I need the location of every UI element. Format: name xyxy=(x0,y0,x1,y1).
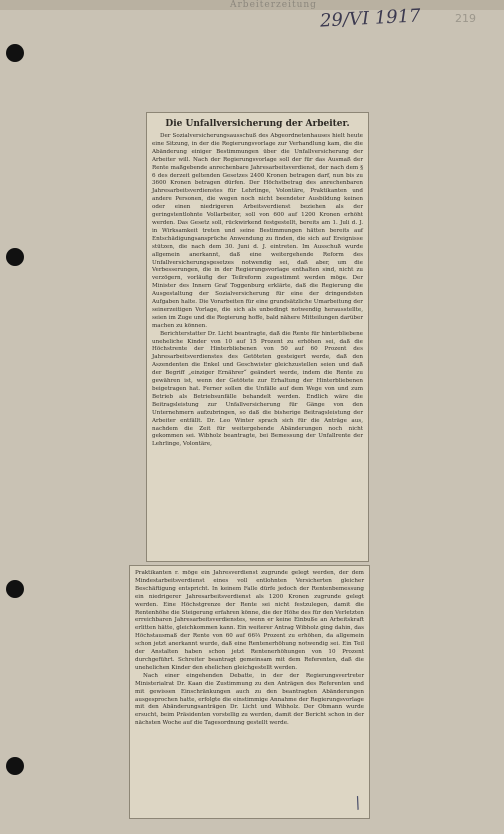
clipping-part-2 xyxy=(130,566,369,818)
article-title: Die Unfallversicherung der Arbeiter. xyxy=(165,119,350,129)
punch-hole-3 xyxy=(6,580,24,598)
paragraph: Praktikanten r. möge ein Jahresverdienst zugrunde gelegt werden, der dem Mindestarbeitsverdienst eines voll entlohnten Versicherten gleicher Beschäftigung entspricht. In keinem Falle dürfe jedoch der Rentenbemessung ein niedrigerer Jahresarbeitsverdienst als 1200 Kronen zugrunde gelegt werden. Eine Höchstgrenze der Rente sei nicht festzulegen, damit die Rentenhöhe die Steigerung erfahren könne, die der Höhe des für den Verletzten erreichbaren Jahresarbeitsverdienstes, wenn er keine Einbuße an Arbeitskraft erlitten hätte, gleichkommen kann. Ein weiterer Antrag Wibholz ging dahin, das Höchstausmaß der Rente von 60 auf 66⅔ Prozent zu erhöhen, da allgemein schon jetzt anerkannt wurde, daß eine Rentenerhöhung notwendig sei. Ein Teil der Anstalten haben schon jetzt Rentenerhöhungen von 10 Prozent durchgeführt. Schreiter beantragt gemeinsam mit dem Referenten, daß die unehelichen Kinder den ehelichen gleichgestellt werden. xyxy=(135,570,364,671)
newspaper-stamp: Arbeiterzeitung xyxy=(230,0,317,10)
punch-hole-1 xyxy=(6,44,24,62)
page-number: 219 xyxy=(455,12,476,25)
handwritten-date: 29/VI 1917 xyxy=(319,5,422,32)
paragraph: Der Sozialversicherungsausschuß des Abgeordnetenhauses hielt heute eine Sitzung, in der die Regierungsvorlage zur Verhandlung kam, die die Abänderung einiger Bestimmungen über die Unfallversicherung der Arbeiter will. Nach der Regierungsvorlage soll der für das Ausmaß der Rente maßgebende anrechenbare Jahresarbeitsverdienst, der nach dem § 6 des derzeit geltenden Gesetzes 2400 Kronen betragen darf, nun bis zu 3600 Kronen betragen dürfen. Der Höchstbetrag des anrechenbaren Jahresarbeitsverdienstes für Lehrlinge, Volontäre, Praktikanten und andere Personen, die wegen noch nicht beendeter Ausbildung keinen oder einen niedrigeren Arbeitsverdienst beziehen als der geringstentlohnte Vollarbeiter, soll von 600 auf 1200 Kronen erhöht werden. Das Gesetz soll, rückwirkend festgestellt, bereits am 1. Juli d. J. in Wirksamkeit treten und seine Bestimmungen hätten bereits auf Entschädigungsansprüche Anwendung zu finden, die sich auf Ereignisse stützen, die nach dem 30. Juni d. J. eintreten. Im Ausschuß wurde allgemein anerkannt, daß eine weitergehende Reform des Unfallversicherungsgesetzes notwendig sei, daß aber, um die Verbesserungen, die in der Regierungsvorlage enthalten sind, nicht zu verzögern, vorläufig der Teilreform zugestimmt werden möge. Der Minister des Innern Graf Toggenburg erklärte, daß die Regierung die Ausgestaltung der Sozialversicherung für eine der dringendsten Aufgaben halte. Die Vorarbeiten für eine grundsätzliche Umarbeitung der seinerzeitigen Vorlage, die sich als unbedingt notwendig herausstellte, seien im Zuge und die Regierung hoffe, bald nähere Mitteilungen darüber machen zu können. xyxy=(152,133,363,329)
clipping-part-1 xyxy=(147,113,368,561)
punch-hole-4 xyxy=(6,757,24,775)
article-column-1 xyxy=(147,133,368,449)
article-column-2 xyxy=(130,566,369,728)
paragraph: Nach einer eingehenden Debatte, in der der Regierungsvertreter Ministerialrat Dr. Kaan die Zustimmung zu den Anträgen des Referenten und mit gewissen Einschränkungen auch zu den beantragten Abänderungen ausgesprochen hatte, erfolgte die einstimmige Annahme der Regierungsvorlage mit den Abänderungsanträgen Dr. Licht und Wibholz. Der Obmann wurde ersucht, beim Präsidenten vorstellig zu werden, damit der Bericht schon in der nächsten Woche auf die Tagesordnung gestellt werde. xyxy=(135,672,364,727)
paragraph: Berichterstatter Dr. Licht beantragte, daß die Rente für hinterbliebene uneheliche Kinder von 10 auf 15 Prozent zu erhöhen sei, daß die Höchstrente der Hinterbliebenen von 50 auf 60 Prozent des Jahresarbeitsverdienstes des Getöteten gesteigert werde, daß den Aszendenten die Enkel und Geschwister gleichzustellen seien und daß der Begriff „einziger Ernährer“ geändert werde, indem die Rente zu gewähren ist, wenn der Getötete zur Erhaltung der Hinterbliebenen beigetragen hat. Ferner sollen die Unfälle auf dem Wege von und zum Betrieb als Betriebsunfälle behandelt werden. Endlich wäre die Beitragsleistung zur Unfallversicherung für Gänge von den Unternehmern aufzubringen, so daß die bisherige Beitragsleistung der Arbeiter entfällt. Dr. Leo Winter sprach sich für die Anträge aus, nachdem die Zeit für weitergehende Abänderungen noch nicht gekommen sei. Wibholz beantragte, bei Bemessung der Unfallrente der Lehrlinge, Volontäre, xyxy=(152,330,363,448)
pencil-mark: / xyxy=(351,792,364,813)
punch-hole-2 xyxy=(6,248,24,266)
